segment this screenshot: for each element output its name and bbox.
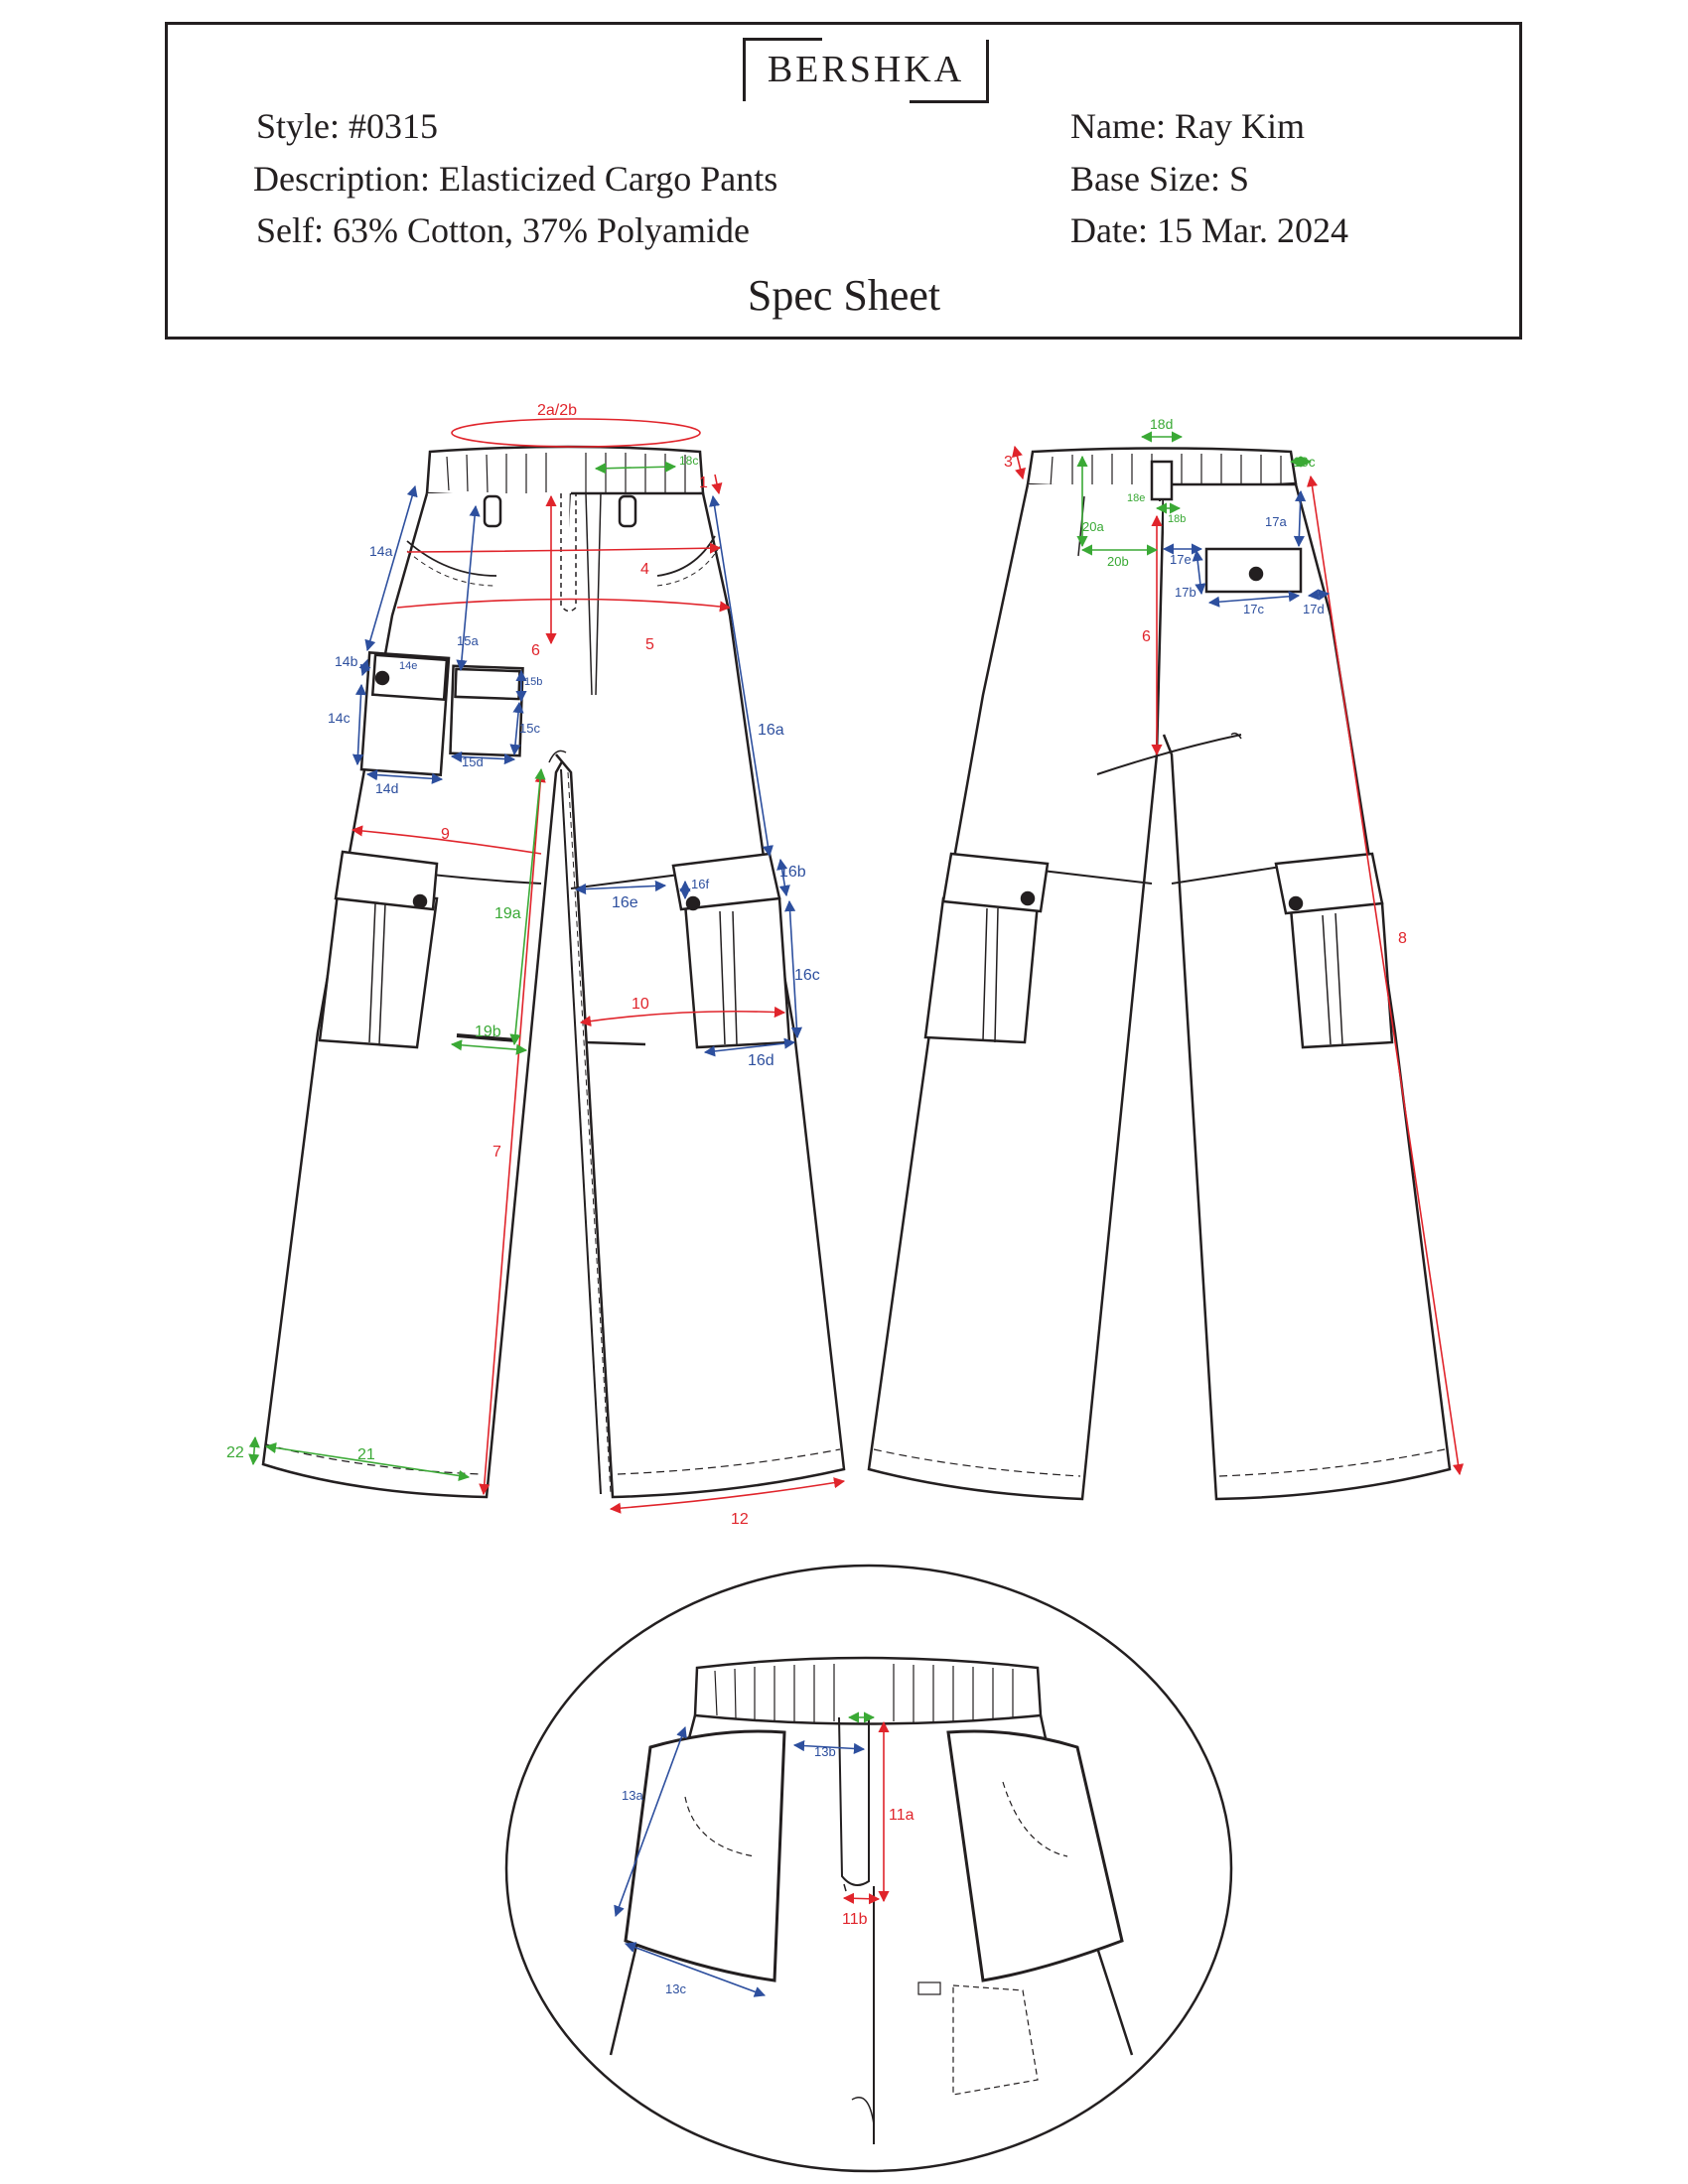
label-13c: 13c <box>665 1981 686 1996</box>
label-15c: 15c <box>519 721 540 736</box>
detail-view <box>506 1566 1231 2171</box>
label-6-front: 6 <box>531 642 540 659</box>
back-cargo-pocket-left <box>925 898 1038 1042</box>
detail-pocket-left <box>626 1731 784 1980</box>
front-waistband <box>427 447 703 497</box>
label-15d: 15d <box>462 754 484 769</box>
self-field: Self: 63% Cotton, 37% Polyamide <box>256 210 750 250</box>
label-14a: 14a <box>369 543 393 559</box>
style-field: Style: #0315 <box>256 106 439 146</box>
label-17d: 17d <box>1303 602 1325 616</box>
front-view <box>263 447 844 1497</box>
front-cargo-pocket-right <box>685 898 789 1047</box>
label-20a: 20a <box>1082 519 1104 534</box>
label-18e: 18e <box>1127 492 1146 504</box>
label-20b: 20b <box>1107 554 1129 569</box>
label-19b: 19b <box>475 1024 501 1040</box>
label-2ab: 2a/2b <box>537 402 578 419</box>
label-18c-back: 18c <box>1293 454 1316 470</box>
label-16e: 16e <box>612 894 638 911</box>
label-22: 22 <box>226 1444 244 1461</box>
front-cargo-pocket-left <box>320 893 437 1047</box>
label-15a: 15a <box>457 633 479 648</box>
label-18c-front: 18c <box>679 454 699 468</box>
label-5: 5 <box>645 636 654 653</box>
sheet-title: Spec Sheet <box>747 271 941 320</box>
label-17e: 17e <box>1170 552 1192 567</box>
label-6-back: 6 <box>1142 628 1151 645</box>
label-10: 10 <box>632 996 649 1013</box>
label-8: 8 <box>1398 930 1407 947</box>
label-16a: 16a <box>758 722 784 739</box>
label-14d: 14d <box>375 780 399 796</box>
label-17c: 17c <box>1243 602 1264 616</box>
label-16f: 16f <box>691 877 710 891</box>
base-size-field: Base Size: S <box>1070 159 1249 199</box>
label-21: 21 <box>357 1446 375 1463</box>
label-16c: 16c <box>794 967 820 984</box>
label-12: 12 <box>731 1511 749 1528</box>
label-15b: 15b <box>524 676 543 688</box>
label-13a: 13a <box>622 1788 643 1803</box>
label-11b: 11b <box>842 1911 868 1928</box>
label-17a: 17a <box>1265 514 1287 529</box>
label-19a: 19a <box>494 905 521 922</box>
label-16d: 16d <box>748 1052 774 1069</box>
description-field: Description: Elasticized Cargo Pants <box>253 159 778 199</box>
brand-name: BERSHKA <box>767 49 965 90</box>
name-field: Name: Ray Kim <box>1070 106 1305 146</box>
date-field: Date: 15 Mar. 2024 <box>1070 210 1348 250</box>
label-4: 4 <box>640 561 649 578</box>
label-14c: 14c <box>328 710 351 726</box>
label-11a: 11a <box>889 1807 914 1824</box>
label-17b: 17b <box>1175 585 1196 600</box>
label-9: 9 <box>441 826 450 843</box>
detail-waistband <box>695 1658 1041 1724</box>
label-18d: 18d <box>1150 416 1174 432</box>
label-13b: 13b <box>814 1744 836 1759</box>
label-14b: 14b <box>335 653 358 669</box>
label-3: 3 <box>1004 454 1013 471</box>
label-14e: 14e <box>399 660 418 672</box>
label-7: 7 <box>492 1144 501 1160</box>
label-18b: 18b <box>1168 513 1187 525</box>
back-view <box>869 449 1450 1500</box>
label-16b: 16b <box>779 864 806 881</box>
label-1: 1 <box>699 475 708 491</box>
